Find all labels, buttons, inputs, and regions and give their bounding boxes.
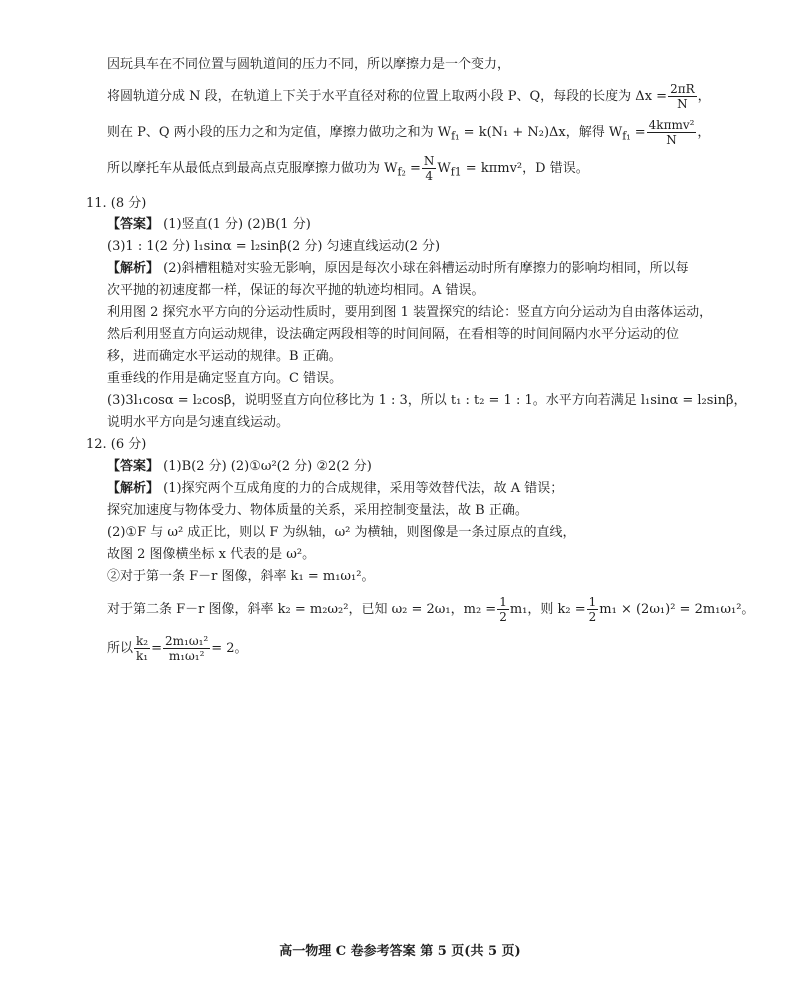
text-segment: 所以摩托车从最低点到最高点克服摩擦力做功为 W — [107, 161, 398, 176]
answer-text: (1)B(2 分) (2)①ω²(2 分) ②2(2 分) — [163, 459, 372, 474]
fraction — [497, 595, 509, 624]
text-line-4 — [107, 152, 589, 190]
fraction-numerator: 4kπmv² — [648, 118, 695, 132]
subscript: f₁ — [622, 129, 631, 143]
text-line-1: 因玩具车在不同位置与圆轨道间的压力不同，所以摩擦力是一个变力， — [107, 57, 511, 72]
fraction-numerator: 1 — [499, 595, 507, 609]
fraction — [587, 595, 599, 624]
fraction — [647, 118, 697, 147]
fraction-denominator: 2 — [499, 610, 507, 624]
q11-analysis-line-2: 次平抛的初速度都一样，保证的每次平抛的轨迹均相同。A 错误。 — [107, 283, 485, 298]
q11-answer-line-2: (3)1 : 1(2 分) l₁sinα = l₂sinβ(2 分) 匀速直线运动(2 分) — [107, 239, 441, 254]
q12-analysis-line-7 — [107, 632, 248, 666]
q12-analysis-line-6 — [107, 593, 754, 627]
q11-analysis-line-7: (3)3l₁cosα = l₂cosβ，说明竖直方向位移比为 1 : 3，所以 t₁ : t₂ = 1 : 1。水平方向若满足 l₁sinα = l₂sinβ， — [107, 393, 747, 408]
text-line-3 — [107, 116, 710, 154]
text-segment: = kπmv²，D 错误。 — [461, 161, 589, 176]
fraction-denominator: k₁ — [136, 649, 149, 663]
q11-analysis-line-4: 然后利用竖直方向运动规律，设法确定两段相等的时间间隔，在看相等的时间间隔内水平分运动的位 — [107, 327, 680, 342]
analysis-text: (1)探究两个互成角度的力的合成规律，采用等效替代法，故 A 错误； — [163, 481, 564, 496]
q12-analysis-line-5: ②对于第一条 F－r 图像，斜率 k₁ = m₁ω₁²。 — [107, 569, 375, 584]
q12-analysis-line-4: 故图 2 图像横坐标 x 代表的是 ω²。 — [107, 547, 316, 562]
fraction-numerator: 2m₁ω₁² — [165, 634, 209, 648]
text-line-2 — [107, 80, 711, 114]
analysis-text: (2)斜槽粗糙对实验无影响，原因是每次小球在斜槽运动时所有摩擦力的影响均相同，所以每 — [163, 261, 689, 276]
fraction-numerator: 2πR — [670, 82, 695, 96]
fraction-denominator: 4 — [425, 169, 433, 183]
fraction-numerator: N — [423, 154, 435, 168]
q11-analysis-line-3: 利用图 2 探究水平方向的分运动性质时，要用到图 1 装置探究的结论：竖直方向分运动为自由落体运动， — [107, 305, 713, 320]
text-segment: 则在 P、Q 两小段的压力之和为定值，摩擦力做功之和为 W — [107, 125, 452, 140]
subscript: f₁ — [451, 129, 460, 143]
page-footer: 高一物理 C 卷参考答案 第 5 页(共 5 页) — [279, 944, 521, 959]
q11-analysis-line-8: 说明水平方向是匀速直线运动。 — [107, 415, 290, 430]
fraction-denominator: N — [677, 97, 688, 111]
analysis-label: 【解析】 — [107, 261, 160, 276]
fraction-numerator: 1 — [588, 595, 597, 609]
fraction-numerator: k₂ — [136, 634, 149, 648]
fraction — [163, 634, 210, 663]
fraction — [134, 634, 150, 663]
fraction-denominator: m₁ω₁² — [168, 649, 205, 663]
q12-analysis-line-3: (2)①F 与 ω² 成正比，则以 F 为纵轴，ω² 为横轴，则图像是一条过原点的直线， — [107, 525, 576, 540]
text-segment: 将圆轨道分成 N 段，在轨道上下关于水平直径对称的位置上取两小段 P、Q，每段的长度为 Δx = — [107, 89, 668, 104]
fraction-denominator: N — [666, 133, 677, 147]
text-segment: = — [151, 641, 163, 656]
text-segment: ， — [697, 125, 711, 140]
subscript: f1 — [450, 165, 462, 179]
text-segment: 对于第二条 F－r 图像，斜率 k₂ = m₂ω₂²，已知 ω₂ = 2ω₁，m₂ = — [107, 602, 497, 617]
q12-answer-line-1 — [107, 458, 372, 476]
q12-analysis-line-2: 探究加速度与物体受力、物体质量的关系，采用控制变量法，故 B 正确。 — [107, 503, 528, 518]
text-segment: = k(N₁ + N₂)Δx，解得 W — [459, 125, 623, 140]
answer-label: 【答案】 — [107, 459, 160, 474]
analysis-label: 【解析】 — [107, 481, 160, 496]
text-segment: m₁ × (2ω₁)² = 2m₁ω₁²。 — [599, 602, 755, 617]
text-segment: 所以 — [107, 641, 134, 656]
q11-answer-line-1 — [107, 216, 311, 234]
subscript: f₂ — [397, 165, 406, 179]
text-segment: = — [405, 161, 421, 176]
text-segment: W — [437, 161, 451, 176]
fraction — [668, 82, 697, 111]
question-11-header: 11. (8 分) — [86, 196, 147, 211]
text-segment: ， — [697, 89, 711, 104]
question-12-header: 12. (6 分) — [86, 437, 147, 452]
fraction — [422, 154, 437, 183]
q12-analysis-line-1 — [107, 480, 563, 498]
text-segment: m₁，则 k₂ = — [509, 602, 586, 617]
q11-analysis-line-6: 重垂线的作用是确定竖直方向。C 错误。 — [107, 371, 343, 386]
answer-text: (1)竖直(1 分) (2)B(1 分) — [163, 217, 311, 232]
q11-analysis-line-5: 移，进而确定水平运动的规律。B 正确。 — [107, 349, 342, 364]
fraction-denominator: 2 — [588, 610, 597, 624]
text-segment: = — [630, 125, 646, 140]
answer-label: 【答案】 — [107, 217, 160, 232]
q11-analysis-line-1 — [107, 260, 689, 278]
text-segment: = 2。 — [211, 641, 248, 656]
